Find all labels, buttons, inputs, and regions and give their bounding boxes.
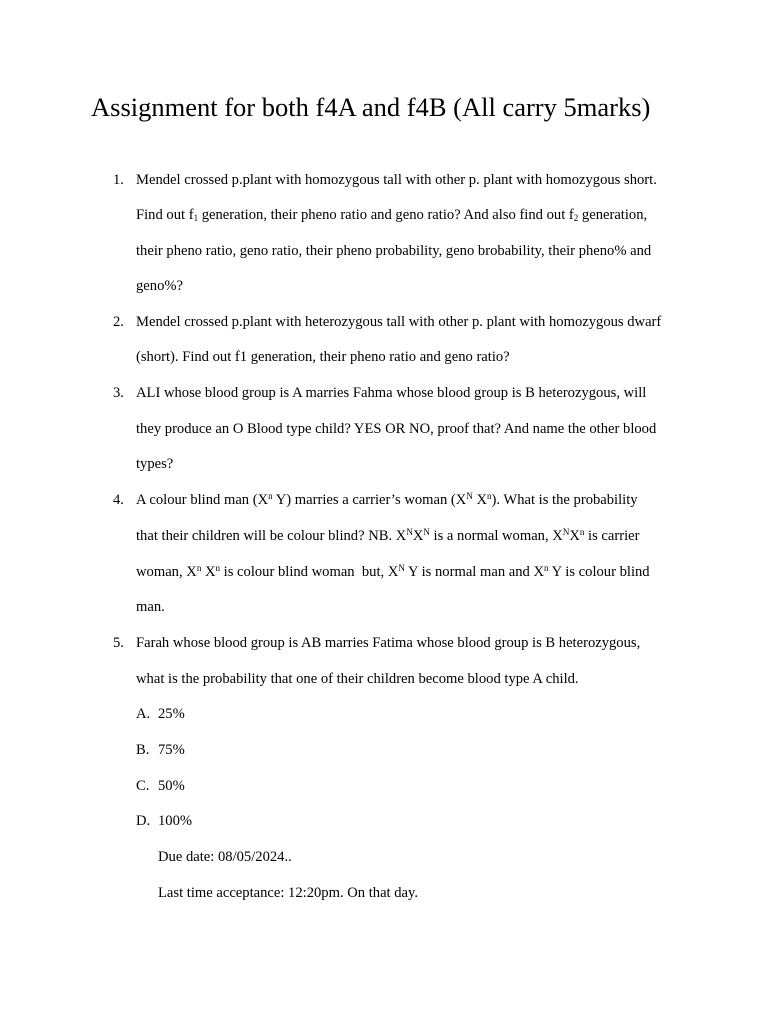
q4-allele-superscript: n [579,527,585,537]
question-1-line-3: their pheno ratio, geno ratio, their pheno probability, geno brobability, their pheno% and [136,243,652,259]
q4-text: that their children will be colour blind? NB. X [136,528,407,544]
q4-text: ). What is the probability [491,492,638,508]
option-a-letter: A. [136,706,151,722]
page-title: Assignment for both f4A and f4B (All carry 5marks) [91,92,651,122]
q4-text: Y) marries a carrier’s woman (X [272,492,467,508]
question-3-line-1: ALI whose blood group is A marries Fahma whose blood group is B heterozygous, will [136,385,647,401]
question-5-number: 5. [113,635,124,651]
q4-allele-superscript: n [544,563,549,573]
question-3-line-2: they produce an O Blood type child? YES OR NO, proof that? And name the other blood [136,421,657,437]
question-1-line-4: geno%? [136,278,184,294]
question-1-line-2 [136,206,647,224]
question-2-line-1: Mendel crossed p.plant with heterozygous tall with other p. plant with homozygous dwarf [136,314,662,330]
q4-allele-superscript: N [466,491,473,501]
option-b-letter: B. [136,742,150,758]
q1-subscript-2: 2 [573,213,579,223]
last-acceptance-time: Last time acceptance: 12:20pm. On that day. [158,885,419,901]
question-3-number: 3. [113,385,124,401]
q4-allele-superscript: n [487,491,492,501]
question-4-line-2 [136,527,639,545]
q4-allele-superscript: n [268,491,273,501]
q1-text: generation, their pheno ratio and geno ratio? And also find out f [198,207,574,223]
option-c-letter: C. [136,778,150,794]
question-1-number: 1. [113,172,124,188]
q4-allele-superscript: N [423,527,430,537]
question-4-number: 4. [113,492,124,508]
option-d-letter: D. [136,813,151,829]
q4-text: X [201,564,216,580]
q4-text: X [569,528,580,544]
question-4-line-1 [136,491,638,509]
q1-subscript-1: 1 [193,213,199,223]
question-1-line-1: Mendel crossed p.plant with homozygous tall with other p. plant with homozygous short. [136,172,657,188]
q4-text: A colour blind man (X [136,492,269,508]
q4-text: is a normal woman, X [429,528,563,544]
due-date: Due date: 08/05/2024.. [158,849,292,865]
q1-text: generation, [578,207,648,223]
q4-text: X [472,492,488,508]
question-2-number: 2. [113,314,124,330]
question-3-line-3: types? [136,456,174,472]
question-4-line-4: man. [136,599,165,615]
q4-text: Y is colour blind [548,564,650,580]
q4-allele-superscript: n [215,563,221,573]
q4-text: is colour blind woman but, X [220,564,399,580]
option-d-text: 100% [158,813,193,829]
q1-text: Find out f [136,207,194,223]
option-a-text: 25% [158,706,185,722]
q4-text: X [412,528,424,544]
option-b-text: 75% [158,742,185,758]
q4-allele-superscript: N [562,527,570,537]
question-4-line-3 [136,563,650,581]
q4-text: Y is normal man and X [404,564,545,580]
q4-allele-superscript: n [196,563,202,573]
q4-allele-superscript: N [406,527,413,537]
question-5-line-2: what is the probability that one of their children become blood type A child. [136,671,579,687]
option-c-text: 50% [158,778,185,794]
q4-allele-superscript: N [398,563,405,573]
question-5-line-1: Farah whose blood group is AB marries Fatima whose blood group is B heterozygous, [136,635,641,651]
q4-text: is carrier [584,528,640,544]
q4-text: woman, X [136,564,197,580]
question-2-line-2: (short). Find out f1 generation, their pheno ratio and geno ratio? [136,349,510,365]
